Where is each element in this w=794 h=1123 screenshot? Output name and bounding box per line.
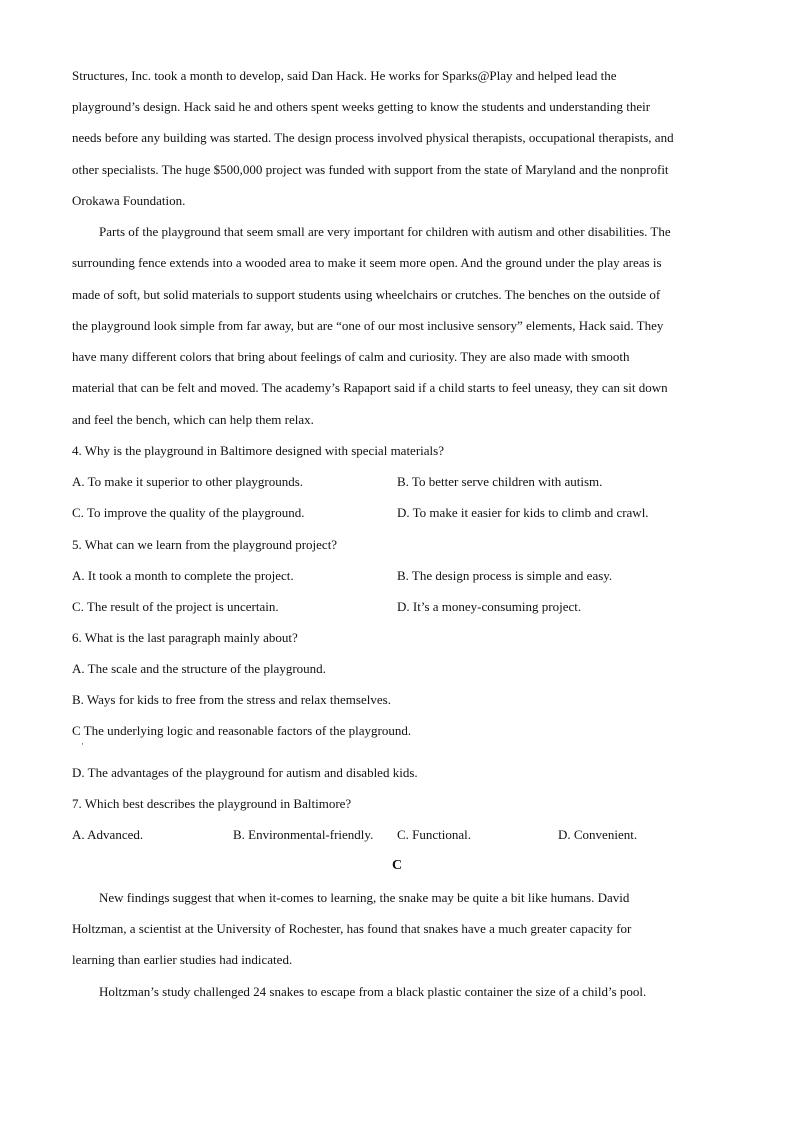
question-4-option-c: C. To improve the quality of the playground. bbox=[72, 505, 305, 520]
text-line: the playground look simple from far away, but are “one of our most inclusive sensory” elements, Hack said. They bbox=[72, 318, 664, 333]
question-5-stem: 5. What can we learn from the playground project? bbox=[72, 537, 338, 552]
question-7-option-c: C. Functional. bbox=[397, 827, 472, 842]
text-line: New findings suggest that when it-comes to learning, the snake may be quite a bit like humans. David bbox=[99, 890, 630, 905]
text-line: learning than earlier studies had indicated. bbox=[72, 952, 293, 967]
text-line: have many different colors that bring about feelings of calm and curiosity. They are also made with smooth bbox=[72, 349, 630, 364]
question-6-stem: 6. What is the last paragraph mainly about? bbox=[72, 630, 298, 645]
text-line: needs before any building was started. The design process involved physical therapists, occupational therapists, and bbox=[72, 130, 674, 145]
stray-mark: · bbox=[81, 739, 84, 749]
question-4-stem: 4. Why is the playground in Baltimore designed with special materials? bbox=[72, 443, 444, 458]
question-7-stem: 7. Which best describes the playground in Baltimore? bbox=[72, 796, 352, 811]
text-line: material that can be felt and moved. The academy’s Rapaport said if a child starts to feel uneasy, they can sit down bbox=[72, 380, 668, 395]
text-line: playground’s design. Hack said he and others spent weeks getting to know the students and understanding their bbox=[72, 99, 651, 114]
question-6-option-d: D. The advantages of the playground for autism and disabled kids. bbox=[72, 765, 418, 780]
question-6-option-a: A. The scale and the structure of the playground. bbox=[72, 661, 326, 676]
question-7-option-d: D. Convenient. bbox=[558, 827, 638, 842]
question-7-option-b: B. Environmental-friendly. bbox=[233, 827, 374, 842]
question-4-option-a: A. To make it superior to other playgrounds. bbox=[72, 474, 304, 489]
question-4-option-d: D. To make it easier for kids to climb and crawl. bbox=[397, 505, 649, 520]
question-6-option-c: C The underlying logic and reasonable factors of the playground. bbox=[72, 723, 412, 738]
text-line: Holtzman’s study challenged 24 snakes to escape from a black plastic container the size of a child’s pool. bbox=[99, 984, 647, 999]
question-5-option-b: B. The design process is simple and easy. bbox=[397, 568, 613, 583]
text-line: other specialists. The huge $500,000 project was funded with support from the state of Maryland and the nonprofit bbox=[72, 162, 669, 177]
text-line: Holtzman, a scientist at the University of Rochester, has found that snakes have a much greater capacity for bbox=[72, 921, 632, 936]
section-heading: C bbox=[391, 858, 403, 873]
question-6-option-b: B. Ways for kids to free from the stress and relax themselves. bbox=[72, 692, 391, 707]
question-5-option-a: A. It took a month to complete the project. bbox=[72, 568, 294, 583]
text-line: Structures, Inc. took a month to develop, said Dan Hack. He works for Sparks@Play and helped lead the bbox=[72, 68, 617, 83]
text-line: and feel the bench, which can help them relax. bbox=[72, 412, 314, 427]
text-line: Orokawa Foundation. bbox=[72, 193, 186, 208]
text-line: made of soft, but solid materials to support students using wheelchairs or crutches. The benches on the outside of bbox=[72, 287, 661, 302]
question-7-option-a: A. Advanced. bbox=[72, 827, 144, 842]
question-5-option-d: D. It’s a money-consuming project. bbox=[397, 599, 582, 614]
text-line: Parts of the playground that seem small are very important for children with autism and other disabilities. The bbox=[99, 224, 671, 239]
question-5-option-c: C. The result of the project is uncertain. bbox=[72, 599, 279, 614]
question-4-option-b: B. To better serve children with autism. bbox=[397, 474, 603, 489]
text-line: surrounding fence extends into a wooded area to make it seem more open. And the ground under the play areas is bbox=[72, 255, 662, 270]
